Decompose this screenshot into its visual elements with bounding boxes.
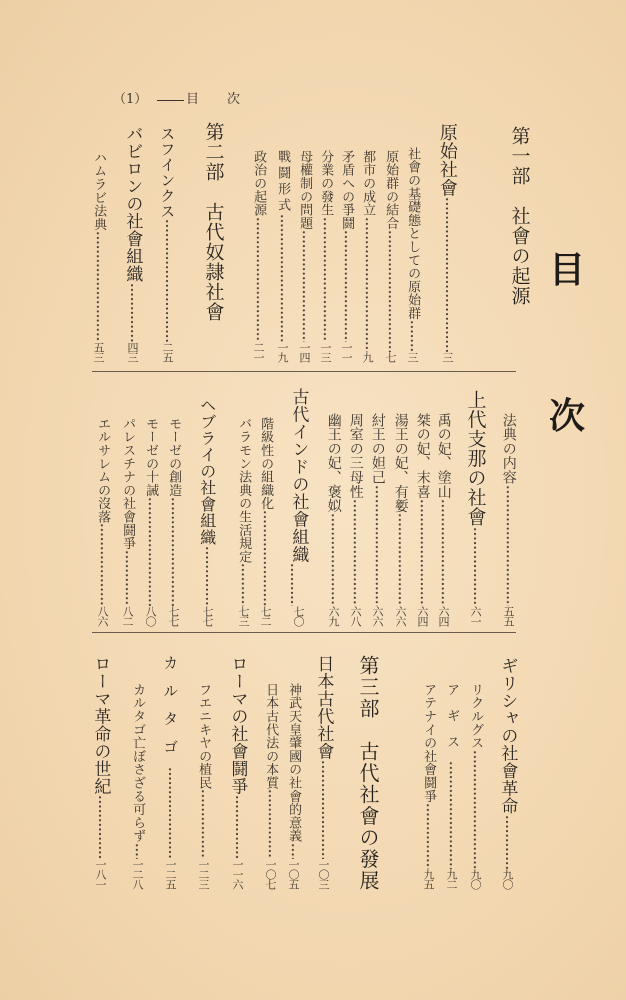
part-title: 第一部 社會の起源	[508, 126, 531, 306]
entry-title: パレスチナの社會鬪爭	[120, 417, 136, 550]
dot-leader	[254, 217, 262, 343]
toc-section-entry[interactable]	[435, 413, 450, 626]
dot-leader	[363, 217, 371, 353]
dot-leader	[123, 550, 131, 606]
page-number: 一〇三	[317, 859, 331, 889]
toc-section-entry[interactable]	[347, 413, 362, 626]
dot-leader	[417, 499, 426, 606]
entry-title: 分業の發生	[318, 150, 334, 217]
dot-leader	[169, 497, 177, 606]
toc-section-entry[interactable]	[130, 683, 144, 889]
toc-section-entry[interactable]	[263, 683, 277, 889]
entry-title: フエニキヤの植民	[196, 683, 212, 790]
dot-leader	[300, 230, 308, 342]
dot-leader	[342, 230, 350, 342]
dot-leader	[386, 230, 394, 352]
toc-section-entry[interactable]	[360, 150, 374, 362]
entry-title: 都市の成立	[360, 150, 376, 217]
entry-title: 湯王の妃、有㜪	[392, 413, 409, 514]
dot-leader	[162, 219, 173, 342]
toc-section-entry[interactable]	[143, 417, 157, 626]
entry-title: ローマ革命の世紀	[90, 655, 111, 795]
entry-title: 原始群の結合	[383, 150, 399, 230]
toc-section-entry[interactable]	[91, 151, 105, 362]
dot-leader	[438, 499, 447, 606]
dot-leader	[201, 546, 213, 607]
toc-section-entry[interactable]	[286, 683, 300, 889]
page-number: 九五	[422, 869, 436, 889]
dot-leader	[440, 197, 454, 352]
entry-title: 政治の起源	[251, 150, 267, 217]
page-number: 七二	[259, 606, 273, 626]
page-number: 一八一	[94, 859, 108, 889]
part-title: 第二部 古代奴隷社會	[202, 122, 225, 322]
page-number: 一二三	[197, 859, 211, 889]
entry-title: 戰鬪形式	[275, 150, 291, 214]
toc-section-entry[interactable]	[383, 150, 397, 362]
page-number: 八六	[96, 606, 110, 626]
toc-section-entry[interactable]	[95, 417, 109, 626]
toc-chapter-entry[interactable]	[465, 390, 486, 626]
dot-leader	[350, 499, 359, 606]
dot-leader	[471, 750, 479, 870]
toc-section-entry[interactable]	[444, 683, 458, 889]
toc-part-heading	[509, 126, 530, 306]
toc-section-entry[interactable]	[236, 417, 250, 626]
page-number: 六六	[371, 606, 385, 626]
entry-title: バラモン法典の生活規定	[236, 417, 252, 564]
toc-chapter-entry[interactable]	[437, 123, 457, 362]
entry-title: 周室の三母性	[347, 413, 364, 499]
toc-chapter-entry[interactable]	[91, 655, 110, 889]
entry-title: ローマの社會鬪爭	[227, 655, 248, 795]
page-number: 二五	[161, 342, 175, 362]
toc-section-entry[interactable]	[318, 150, 332, 362]
dot-leader	[468, 527, 483, 607]
running-title-char-1: 目	[186, 92, 200, 107]
dot-leader	[289, 563, 295, 606]
entry-title: リクルグス	[468, 683, 484, 750]
page-number: 九二	[445, 869, 459, 889]
toc-chapter-entry[interactable]	[159, 126, 176, 362]
page-number: 六八	[349, 606, 363, 626]
toc-section-entry[interactable]	[196, 683, 210, 889]
toc-section-entry[interactable]	[120, 417, 134, 626]
dot-leader	[199, 789, 207, 859]
dot-leader	[278, 214, 286, 342]
page-number: 一〇五	[287, 859, 301, 889]
toc-section-entry[interactable]	[414, 413, 429, 626]
dot-leader	[266, 789, 274, 859]
page-number: 七七	[167, 606, 181, 626]
toc-chapter-entry[interactable]	[498, 657, 517, 889]
page-number: 一三	[319, 342, 333, 362]
dot-leader	[133, 843, 141, 859]
page-number: 三	[441, 352, 455, 362]
dot-leader	[165, 767, 176, 859]
page-number: 一二五	[164, 859, 178, 889]
page-number: 七七	[201, 606, 215, 626]
header-dash	[157, 100, 184, 101]
page-number: 五五	[502, 606, 516, 626]
dot-leader	[261, 510, 269, 606]
band-divider	[92, 371, 516, 372]
toc-part-heading	[203, 122, 224, 322]
page-number: 七〇	[292, 606, 306, 626]
page-number: 六六	[394, 606, 408, 626]
dot-leader	[424, 803, 432, 869]
toc-section-entry[interactable]	[297, 150, 311, 362]
toc-section-entry[interactable]	[275, 150, 289, 362]
toc-section-entry[interactable]	[500, 413, 515, 626]
page-number: 八二	[121, 606, 135, 626]
dot-leader	[395, 513, 404, 606]
dot-leader	[372, 485, 381, 607]
entry-title: エルサレムの沒落	[95, 417, 111, 524]
page-number: 七	[384, 352, 398, 362]
toc-section-entry[interactable]	[468, 683, 482, 889]
dot-leader	[239, 563, 247, 606]
entry-title: 上代支那の社會	[464, 390, 487, 527]
page-number: 六一	[469, 606, 483, 626]
entry-title: 原始社會	[436, 123, 458, 197]
page-number: 一一	[340, 342, 354, 362]
entry-title: 幽王の妃、褒姒	[325, 413, 342, 514]
entry-title: ギリシャの社會革命	[497, 657, 518, 815]
toc-section-entry[interactable]	[166, 417, 180, 626]
page-number: 二一	[252, 342, 266, 362]
toc-section-entry[interactable]	[251, 150, 265, 362]
entry-title: 紂王の妲己	[369, 413, 386, 485]
entry-title: 禹の妃、塗山	[435, 413, 452, 499]
entry-title: ハムラビ法典	[91, 151, 107, 231]
dot-leader	[98, 523, 106, 606]
entry-title: カルタゴ	[161, 655, 180, 767]
page-title-char-1: 目	[548, 249, 586, 291]
toc-section-entry[interactable]	[405, 147, 419, 362]
toc-chapter-entry[interactable]	[314, 655, 333, 889]
entry-title: 神武天皇肇國の社會的意義	[286, 683, 302, 843]
entry-title: 日本古代法の本質	[263, 683, 279, 790]
dot-leader	[231, 795, 244, 859]
page-number: 八〇	[144, 606, 158, 626]
page-number: 一四	[298, 342, 312, 362]
entry-title: 日本古代社會	[313, 655, 334, 760]
page-number: 九	[361, 352, 375, 362]
entry-title: モーゼの十誡	[143, 417, 159, 497]
entry-title: ヘブライの社會組織	[197, 397, 217, 546]
band-divider	[92, 632, 516, 633]
entry-title: 階級性の組織化	[258, 417, 274, 511]
dot-leader	[146, 497, 154, 606]
dot-leader	[317, 760, 330, 859]
dot-leader	[126, 283, 139, 343]
toc-section-entry[interactable]	[339, 150, 353, 362]
running-title-char-2: 次	[227, 92, 241, 107]
page-number: 五三	[92, 342, 106, 362]
page-number: 一九	[276, 342, 290, 362]
entry-title: 母權制の問題	[297, 150, 313, 230]
toc-chapter-entry[interactable]	[283, 388, 313, 626]
toc-section-entry[interactable]	[258, 417, 272, 626]
toc-chapter-entry[interactable]	[123, 125, 142, 362]
entry-title: カルタゴ亡ぼさざる可らず	[130, 683, 146, 843]
toc-section-entry[interactable]	[325, 413, 340, 626]
page-number: 四三	[126, 342, 140, 362]
dot-leader	[501, 815, 514, 870]
entry-title: 法典の内容	[500, 413, 517, 485]
page-number: 六九	[327, 606, 341, 626]
dot-leader	[94, 231, 102, 342]
part-title: 第三部 古代社會の發展	[356, 655, 380, 892]
entry-title: バビロンの社會組織	[122, 125, 143, 283]
page-title-char-2: 次	[548, 395, 586, 437]
entry-title: スフインクス	[158, 126, 177, 219]
page-number: 一二八	[131, 859, 145, 889]
entry-title: アギス	[444, 683, 460, 761]
toc-section-entry[interactable]	[421, 683, 435, 889]
entry-title: 社會の基礎態としての原始群	[405, 147, 421, 320]
dot-leader	[289, 843, 297, 859]
toc-section-entry[interactable]	[369, 413, 384, 626]
page-number: 一一六	[231, 859, 245, 889]
dot-leader	[94, 795, 107, 859]
dot-leader	[503, 485, 512, 607]
entry-title: モーゼの創造	[166, 417, 182, 497]
toc-chapter-entry[interactable]	[198, 397, 216, 626]
page-number: 九〇	[469, 869, 483, 889]
page-number: 六四	[437, 606, 451, 626]
entry-title: 古代インドの社會組織	[288, 388, 309, 563]
dot-leader	[447, 761, 455, 869]
page-number: 六四	[416, 606, 430, 626]
entry-title: アテナイの社會鬪爭	[421, 683, 437, 803]
page-number: 七三	[237, 606, 251, 626]
page-number: 九〇	[501, 869, 515, 889]
entry-title: 桀の妃、末喜	[414, 413, 431, 499]
toc-section-entry[interactable]	[392, 413, 407, 626]
dot-leader	[408, 320, 416, 352]
toc-chapter-entry[interactable]	[162, 655, 179, 889]
toc-part-heading	[357, 655, 379, 892]
dot-leader	[328, 513, 337, 606]
dot-leader	[321, 217, 329, 343]
page-number-label: （1）	[113, 92, 148, 107]
page-number: 三	[406, 352, 420, 362]
page-number: 一〇七	[264, 859, 278, 889]
toc-chapter-entry[interactable]	[228, 655, 247, 889]
entry-title: 矛盾への爭鬪	[339, 150, 355, 230]
